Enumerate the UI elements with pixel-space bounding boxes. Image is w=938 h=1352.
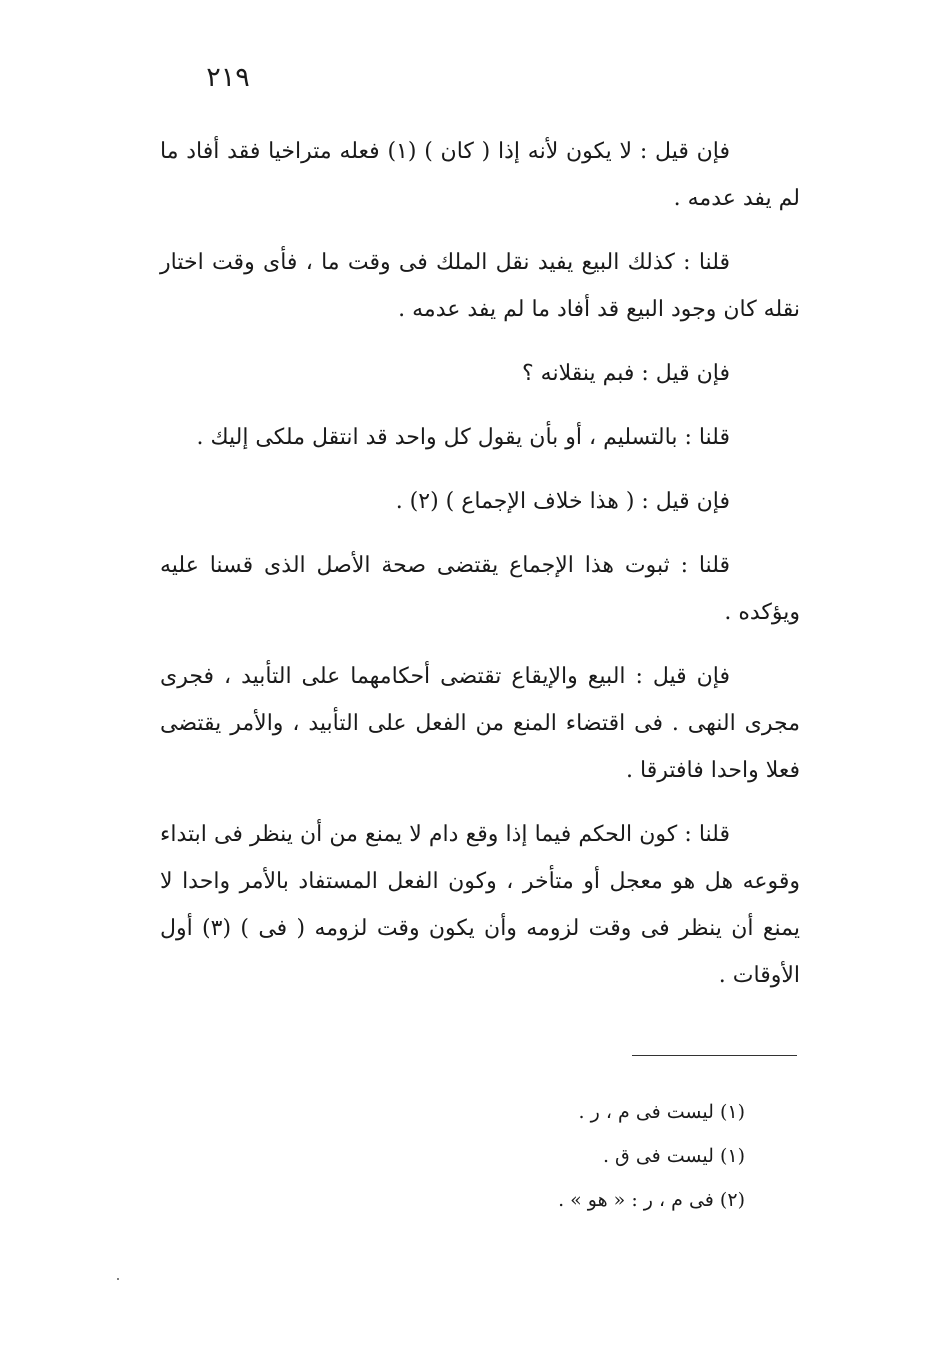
paragraph-objection-3: فإن قيل : ( هذا خلاف الإجماع ) (٢) . <box>395 489 730 514</box>
footnote-divider <box>632 1055 797 1056</box>
paragraph-objection-4: فإن قيل : البيع والإيقاع تقتضى أحكامهما على التأبيد ، فجرى مجرى النهى . فى اقتضاء المنع من الفعل على التأبيد ، والأمر يقتضى فعلا واحدا فافترقا . <box>160 664 800 783</box>
paragraph-reply-4: قلنا : كون الحكم فيما إذا وقع دام لا يمنع من أن ينظر فى ابتداء وقوعه هل هو معجل أو متأخر ، وكون الفعل المستفاد بالأمر واحدا لا يمنع أن ينظر فى وقت لزومه وأن يكون وقت لزومه ( فى ) (٣) أول الأوقات . <box>160 822 801 988</box>
body-text <box>160 128 800 1016</box>
paragraph-reply-3: قلنا : ثبوت هذا الإجماع يقتضى صحة الأصل الذى قسنا عليه ويؤكده . <box>160 553 800 625</box>
paragraph-objection-2: فإن قيل : فبم ينقلانه ؟ <box>522 361 730 386</box>
paragraph-reply-1: قلنا : كذلك البيع يفيد نقل الملك فى وقت ما ، فأى وقت اختار نقله كان وجود البيع قد أفاد ما لم يفد عدمه . <box>160 250 800 322</box>
paragraph-objection-1: فإن قيل : لا يكون لأنه إذا ( كان ) (١) فعله متراخيا فقد أفاد ما لم يفد عدمه . <box>160 139 800 211</box>
footnote-item: (٢) فى م ، ر : « هو » . <box>558 1189 745 1211</box>
footnotes <box>440 1090 745 1222</box>
footnote-item: (١) ليست فى م ، ر . <box>578 1101 745 1123</box>
page-number: ٢١٩ <box>206 62 250 93</box>
scan-speck <box>117 1278 119 1280</box>
paragraph-reply-2: قلنا : بالتسليم ، أو بأن يقول كل واحد قد انتقل ملكى إليك . <box>196 425 730 450</box>
footnote-item: (١) ليست فى ق . <box>602 1145 745 1167</box>
